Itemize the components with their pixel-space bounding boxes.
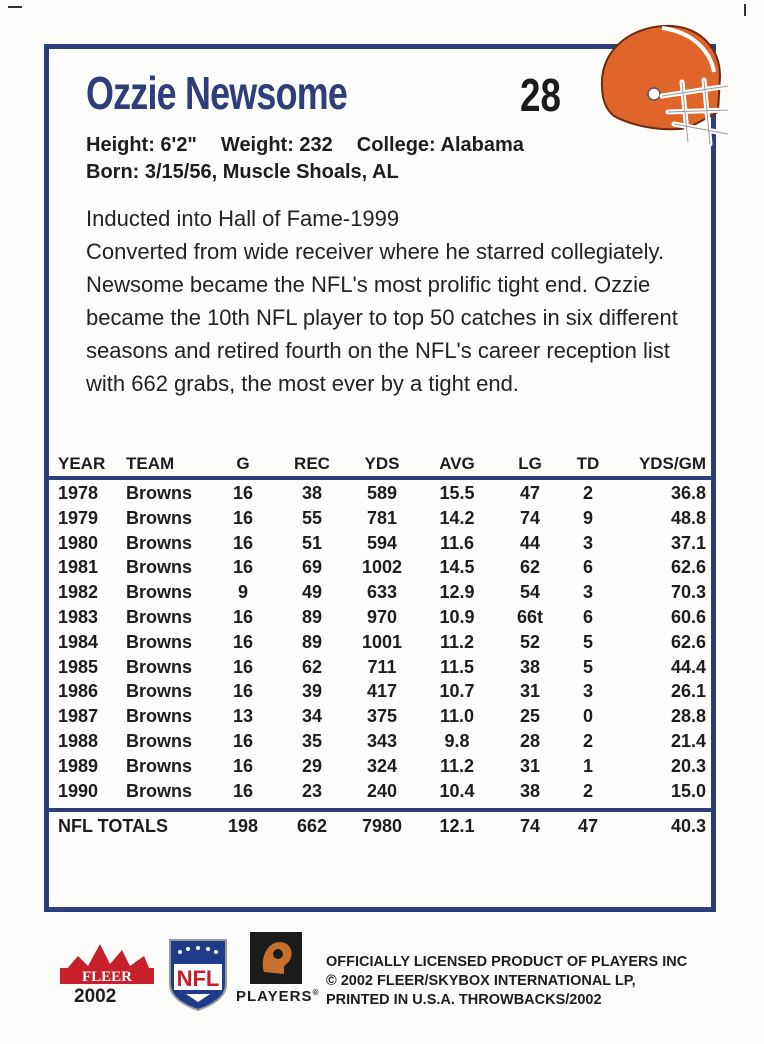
row-year: 1980 [58,532,99,553]
row-touchdowns: 2 [582,780,593,801]
row-long: 44 [519,532,541,553]
row-average: 11.2 [439,755,475,776]
row-receptions: 55 [301,507,323,528]
row-team: Browns [126,532,193,553]
table-row [44,581,716,606]
row-team: Browns [126,706,193,727]
col-yards-per-game: YDS/GM [638,454,706,473]
col-team: TEAM [126,454,175,473]
row-long: 74 [519,507,541,528]
license-line-1: OFFICIALLY LICENSED PRODUCT OF PLAYERS INC [326,954,688,970]
row-yards: 240 [366,780,398,801]
table-row [44,730,716,755]
bio-line-1 [86,134,548,157]
row-yards-per-game: 37.1 [670,532,706,553]
row-touchdowns: 3 [582,582,593,603]
row-average: 11.2 [439,631,475,652]
row-year: 1990 [58,780,99,801]
license-line-2: © 2002 FLEER/SKYBOX INTERNATIONAL LP, [326,973,636,989]
row-games: 16 [232,681,254,702]
row-yards-per-game: 60.6 [670,606,706,627]
table-row [44,680,716,705]
crop-mark [8,6,22,8]
career-blurb [86,202,686,400]
row-year: 1986 [58,681,99,702]
row-receptions: 69 [301,557,323,578]
col-touchdowns: TD [576,454,600,473]
col-yards: YDS [364,454,400,473]
row-receptions: 35 [301,730,323,751]
row-receptions: 89 [301,606,323,627]
row-receptions: 62 [301,656,323,677]
row-receptions: 23 [301,780,323,801]
row-average: 12.9 [439,582,475,603]
row-team: Browns [126,780,193,801]
row-yards-per-game: 70.3 [670,582,706,603]
table-row [44,606,716,631]
nfl-logo-text: NFL [176,966,220,991]
row-yards: 781 [366,507,398,528]
row-receptions: 38 [301,483,323,503]
row-yards: 417 [366,681,398,702]
row-yards: 970 [366,606,398,627]
player-name: Ozzie Newsome [86,67,348,119]
row-average: 10.9 [439,606,475,627]
row-receptions: 34 [301,706,323,727]
table-row [44,556,716,581]
row-touchdowns: 6 [582,606,593,627]
row-yards: 1001 [361,631,403,652]
row-receptions: 29 [301,755,323,776]
table-row [44,482,716,507]
row-touchdowns: 0 [582,706,593,727]
row-touchdowns: 3 [582,681,593,702]
table-row [44,507,716,532]
totals-yards-per-game: 40.3 [670,816,706,836]
row-year: 1989 [58,755,99,776]
row-average: 10.7 [439,681,475,702]
table-row [44,780,716,805]
row-team: Browns [126,582,193,603]
row-team: Browns [126,681,193,702]
row-touchdowns: 2 [582,730,593,751]
stats-table-body [44,482,716,804]
table-row [44,631,716,656]
row-yards-per-game: 15.0 [670,780,706,801]
row-average: 14.2 [439,507,475,528]
players-label: PLAYERS [236,988,313,1005]
stats-totals-row [44,808,716,842]
row-yards: 711 [367,656,397,677]
row-year: 1987 [58,706,99,727]
row-receptions: 89 [301,631,323,652]
row-average: 9.8 [444,730,470,751]
row-yards: 633 [366,582,398,603]
row-yards: 343 [366,730,398,751]
row-yards-per-game: 28.8 [670,706,706,727]
row-yards: 1002 [361,557,403,578]
row-long: 54 [519,582,541,603]
nfl-shield-icon [166,934,230,1012]
row-long: 66t [516,606,543,627]
row-team: Browns [126,656,193,677]
player-born: Born: 3/15/56, Muscle Shoals, AL [86,161,399,183]
row-year: 1982 [58,582,99,603]
players-inc-text: PLAYERS® [236,988,320,1005]
table-row [44,656,716,681]
totals-long: 74 [519,816,541,836]
row-touchdowns: 2 [582,483,593,503]
row-year: 1984 [58,631,99,652]
row-yards-per-game: 62.6 [670,631,706,652]
row-receptions: 39 [301,681,323,702]
col-average: AVG [439,454,475,473]
row-games: 9 [237,582,248,603]
row-year: 1983 [58,606,99,627]
player-weight: Weight: 232 [220,134,333,156]
row-team: Browns [126,730,193,751]
license-line-3: PRINTED IN U.S.A. THROWBACKS/2002 [326,992,602,1008]
stats-table-header [44,450,716,480]
browns-helmet-icon [592,16,732,148]
row-yards-per-game: 62.6 [670,557,706,578]
row-touchdowns: 9 [582,507,593,528]
row-games: 16 [232,483,254,503]
row-long: 31 [519,681,541,702]
col-year: YEAR [58,454,106,473]
row-average: 11.5 [439,656,475,677]
row-team: Browns [126,631,193,652]
row-long: 62 [519,557,541,578]
row-touchdowns: 6 [582,557,593,578]
row-team: Browns [126,755,193,776]
row-yards: 375 [366,706,398,727]
row-average: 11.6 [439,532,475,553]
career-summary: Converted from wide receiver where he starred collegiately. Newsome became the NFL's most prolific tight end. Ozzie became the 10th NFL player to top 50 catches in six different seasons and retired fourth on the NFL's career reception list with 662 grabs, the most ever by a tight end. [86,239,678,396]
totals-games: 198 [227,816,259,836]
player-height: Height: 6'2" [86,134,197,156]
row-games: 16 [232,730,254,751]
row-long: 52 [519,631,541,652]
row-yards: 594 [366,532,398,553]
col-receptions: REC [294,454,330,473]
table-row [44,705,716,730]
row-yards-per-game: 48.8 [670,507,706,528]
row-yards: 324 [366,755,398,776]
crop-mark [744,4,746,16]
row-yards-per-game: 21.4 [670,730,706,751]
row-year: 1978 [58,483,99,503]
row-team: Browns [126,557,193,578]
fleer-year: 2002 [74,986,117,1007]
row-touchdowns: 5 [582,631,593,652]
jersey-number: 28 [520,69,561,121]
row-games: 16 [232,606,254,627]
row-year: 1981 [58,557,99,578]
row-games: 13 [232,706,254,727]
row-long: 47 [519,483,541,503]
row-long: 38 [519,656,541,677]
col-long: LG [518,454,542,473]
row-receptions: 49 [301,582,323,603]
row-average: 15.5 [439,483,475,503]
totals-receptions: 662 [296,816,328,836]
table-row [44,532,716,557]
row-games: 16 [232,557,254,578]
hall-of-fame-note: Inducted into Hall of Fame-1999 [86,206,400,231]
row-receptions: 51 [301,532,323,553]
player-college: College: Alabama [356,134,524,156]
row-team: Browns [126,606,193,627]
row-games: 16 [232,656,254,677]
row-team: Browns [126,507,193,528]
row-games: 16 [232,631,254,652]
row-touchdowns: 3 [582,532,593,553]
row-yards-per-game: 26.1 [670,681,706,702]
row-yards-per-game: 44.4 [670,656,706,677]
row-long: 25 [519,706,541,727]
row-games: 16 [232,780,254,801]
totals-touchdowns: 47 [577,816,599,836]
row-average: 10.4 [439,780,475,801]
row-average: 14.5 [439,557,475,578]
row-touchdowns: 5 [582,656,593,677]
table-row [44,755,716,780]
row-yards-per-game: 20.3 [670,755,706,776]
row-long: 28 [519,730,541,751]
row-yards: 589 [366,483,398,503]
row-year: 1979 [58,507,99,528]
totals-yards: 7980 [361,816,403,836]
row-touchdowns: 1 [582,755,593,776]
totals-average: 12.1 [439,816,475,836]
fleer-logo-text: FLEER [81,969,133,985]
row-games: 16 [232,755,254,776]
row-year: 1988 [58,730,99,751]
row-long: 31 [519,755,541,776]
row-games: 16 [232,507,254,528]
col-games: G [236,454,250,473]
row-games: 16 [232,532,254,553]
totals-label: NFL TOTALS [58,816,168,836]
row-yards-per-game: 36.8 [670,483,706,503]
row-average: 11.0 [439,706,475,727]
row-year: 1985 [58,656,99,677]
row-team: Browns [126,483,193,503]
players-inc-logo-icon [250,932,302,984]
row-long: 38 [519,780,541,801]
